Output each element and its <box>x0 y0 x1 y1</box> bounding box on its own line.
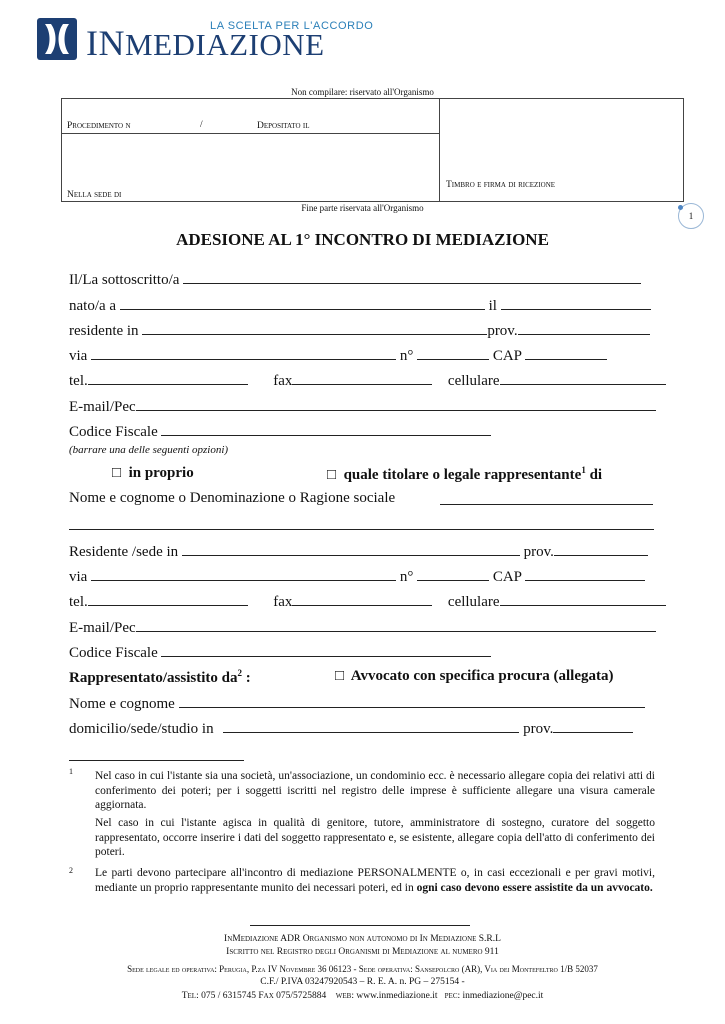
reserved-divider <box>439 98 440 201</box>
footer-line-4: C.F./ P.IVA 03247920543 – R. E. A. n. PG – 275154 - <box>260 977 465 987</box>
footnote-2-bold: ogni caso devono essere assistite da un avvocato. <box>416 881 653 894</box>
inmediazione-logo-icon <box>37 18 77 60</box>
timbro-label: Timbro e firma di ricezione <box>446 180 556 190</box>
prov-field[interactable] <box>518 320 650 335</box>
row-domicilio <box>69 718 633 738</box>
depositato-label: Depositato il <box>257 121 310 131</box>
prov-label: prov. <box>487 323 518 339</box>
nome-denominazione-field-2[interactable] <box>69 515 654 530</box>
option-titolare[interactable] <box>327 465 602 484</box>
barrare-note: (barrare una delle seguenti opzioni) <box>69 444 229 456</box>
footnote-ref-2: 2 <box>237 668 242 678</box>
residente-sede-label: Residente /sede in <box>69 544 179 560</box>
email-label: E-mail/Pec <box>69 399 136 415</box>
nome-cognome-field[interactable] <box>179 693 645 708</box>
prov2-field[interactable] <box>554 541 648 556</box>
footnote-1-number: 1 <box>69 767 73 776</box>
footer-line-3: Sede legale ed operativa: Perugia, P.za IV Novembre 36 06123 - Sede operativa: Sansepolcro (AR), Via dei Montefeltro 1/B 52037 <box>127 964 598 974</box>
footer-separator <box>250 925 470 926</box>
il-label: il <box>488 298 497 314</box>
email2-field[interactable] <box>136 617 656 632</box>
row-sottoscritto <box>69 269 641 289</box>
footnote-1b: Nel caso in cui l'istante agisca in qualità di genitore, tutore, amministratore di sostegno, curatore del soggetto rappresentato, occorre inserire i dati del soggetto rappresentato e, se esistente, allegare copia dell'atto di conferimento dei poteri. <box>95 817 655 858</box>
footnote-2-text: Le parti devono partecipare all'incontro di mediazione PERSONALMENTE o, in casi eccezionali e per gravi motivi, mediante un proprio rappresentante munito dei necessari poteri, ed in <box>95 867 655 894</box>
sottoscritto-label: Il/La sottoscritto/a <box>69 272 180 288</box>
row-residente <box>69 320 650 340</box>
checkbox-avvocato-icon[interactable]: □ <box>335 668 345 684</box>
option-avvocato-label: Avvocato con specifica procura (allegata) <box>350 668 614 684</box>
row-tel2 <box>69 591 666 611</box>
footer-pec-label: pec: <box>444 991 461 1001</box>
reserved-top-note: Non compilare: riservato all'Organismo <box>291 87 434 97</box>
prov2-label: prov. <box>523 544 554 560</box>
rappresentato-end: : <box>242 670 251 686</box>
reserved-hline <box>61 133 440 134</box>
footer-fax-label: Fax <box>258 991 274 1001</box>
nato-label: nato/a a <box>69 298 117 314</box>
reserved-box <box>61 98 684 202</box>
page-dot-icon <box>678 205 683 210</box>
row-rappresentato <box>69 668 251 687</box>
n-label: n° <box>399 348 414 364</box>
cf-label: Codice Fiscale <box>69 424 158 440</box>
row-nato <box>69 295 651 315</box>
n2-label: n° <box>399 569 414 585</box>
cellulare2-field[interactable] <box>500 591 666 606</box>
row-via2 <box>69 566 645 586</box>
via2-label: via <box>69 569 88 585</box>
residente-sede-field[interactable] <box>182 541 520 556</box>
fax2-field[interactable] <box>292 591 432 606</box>
row-nome-denominazione <box>69 490 395 507</box>
checkbox-titolare-icon[interactable]: □ <box>327 467 337 483</box>
sede-label: Nella sede di <box>67 190 122 200</box>
footer-line-1: InMediazione ADR Organismo non autonomo di In Mediazione S.R.L <box>224 934 501 944</box>
via2-field[interactable] <box>91 566 396 581</box>
prov3-field[interactable] <box>553 718 633 733</box>
cap-field[interactable] <box>525 345 607 360</box>
footer-fax: 075/5725884 <box>276 991 327 1001</box>
row-email <box>69 396 656 416</box>
row-via <box>69 345 607 365</box>
cap-label: CAP <box>492 348 522 364</box>
il-field[interactable] <box>501 295 651 310</box>
checkbox-proprio-icon[interactable]: □ <box>112 465 122 481</box>
logo-tagline: LA SCELTA PER L'ACCORDO <box>210 20 374 32</box>
cellulare-label: cellulare <box>447 373 500 389</box>
n2-field[interactable] <box>417 566 489 581</box>
footer-line-5 <box>0 991 725 1001</box>
option-proprio-label: in proprio <box>128 465 194 481</box>
logo-name-part1: IN <box>86 23 125 63</box>
footer-tel: 075 / 6315745 <box>201 991 256 1001</box>
logo-wordmark <box>86 22 325 64</box>
tel-label: tel. <box>69 373 88 389</box>
reserved-end-note: Fine parte riservata all'Organismo <box>301 203 424 213</box>
email-field[interactable] <box>136 396 656 411</box>
tel-field[interactable] <box>88 370 248 385</box>
row-cf <box>69 421 491 441</box>
footer-web-label: web: <box>335 991 354 1001</box>
cap2-label: CAP <box>492 569 522 585</box>
tel2-label: tel. <box>69 594 88 610</box>
row-email2 <box>69 617 656 637</box>
tel2-field[interactable] <box>88 591 248 606</box>
footnote-1a: Nel caso in cui l'istante sia una società, un'associazione, un condominio ecc. è necessario allegare copia dei relativi atti di conferimento dei poteri; per i soggetti iscritti nel registro delle imprese è sufficiente allegare una visura camerale aggiornata. <box>95 770 655 811</box>
via-field[interactable] <box>91 345 396 360</box>
cf2-label: Codice Fiscale <box>69 645 158 661</box>
nome-denominazione-label: Nome e cognome o Denominazione o Ragione sociale <box>69 490 396 506</box>
option-proprio[interactable] <box>112 465 194 482</box>
nato-field[interactable] <box>120 295 485 310</box>
row-residente-sede <box>69 541 648 561</box>
procedimento-slash: / <box>200 120 203 130</box>
footer-web[interactable]: www.inmediazione.it <box>356 991 438 1001</box>
row-cf2 <box>69 642 491 662</box>
footer-line-2: Iscritto nel Registro degli Organismi di Mediazione al numero 911 <box>226 947 499 957</box>
row-tel <box>69 370 666 390</box>
footnote-separator <box>69 760 244 761</box>
cap2-field[interactable] <box>525 566 645 581</box>
cellulare-field[interactable] <box>500 370 666 385</box>
footnote-ref-1: 1 <box>581 465 586 475</box>
procedimento-label: Procedimento n <box>67 121 131 131</box>
option-avvocato[interactable] <box>335 668 613 685</box>
sottoscritto-field[interactable] <box>183 269 641 284</box>
page-number: 1 <box>678 203 704 229</box>
footnote-2-number: 2 <box>69 866 73 875</box>
nome-cognome-label: Nome e cognome <box>69 696 175 712</box>
prov3-label: prov. <box>523 721 554 737</box>
page-title: ADESIONE AL 1° INCONTRO DI MEDIAZIONE <box>176 230 549 249</box>
option-titolare-end: di <box>585 467 603 483</box>
fax-field[interactable] <box>292 370 432 385</box>
option-titolare-label: quale titolare o legale rappresentante <box>343 467 582 483</box>
footer-tel-label: Tel: <box>181 991 199 1001</box>
domicilio-label: domicilio/sede/studio in <box>69 721 214 737</box>
row-nome-cognome <box>69 693 645 713</box>
cellulare2-label: cellulare <box>447 594 500 610</box>
domicilio-field[interactable] <box>223 718 519 733</box>
cf2-field[interactable] <box>161 642 491 657</box>
cf-field[interactable] <box>161 421 491 436</box>
email2-label: E-mail/Pec <box>69 620 136 636</box>
rappresentato-label: Rappresentato/assistito da <box>69 670 238 686</box>
via-label: via <box>69 348 88 364</box>
nome-denominazione-field[interactable] <box>440 490 653 505</box>
fax-label: fax <box>273 373 293 389</box>
logo-name-part2: MEDIAZIONE <box>125 27 325 62</box>
fax2-label: fax <box>273 594 293 610</box>
footer-pec[interactable]: inmediazione@pec.it <box>462 991 544 1001</box>
footnote-2 <box>95 866 655 895</box>
n-field[interactable] <box>417 345 489 360</box>
residente-label: residente in <box>69 323 139 339</box>
residente-field[interactable] <box>142 320 487 335</box>
